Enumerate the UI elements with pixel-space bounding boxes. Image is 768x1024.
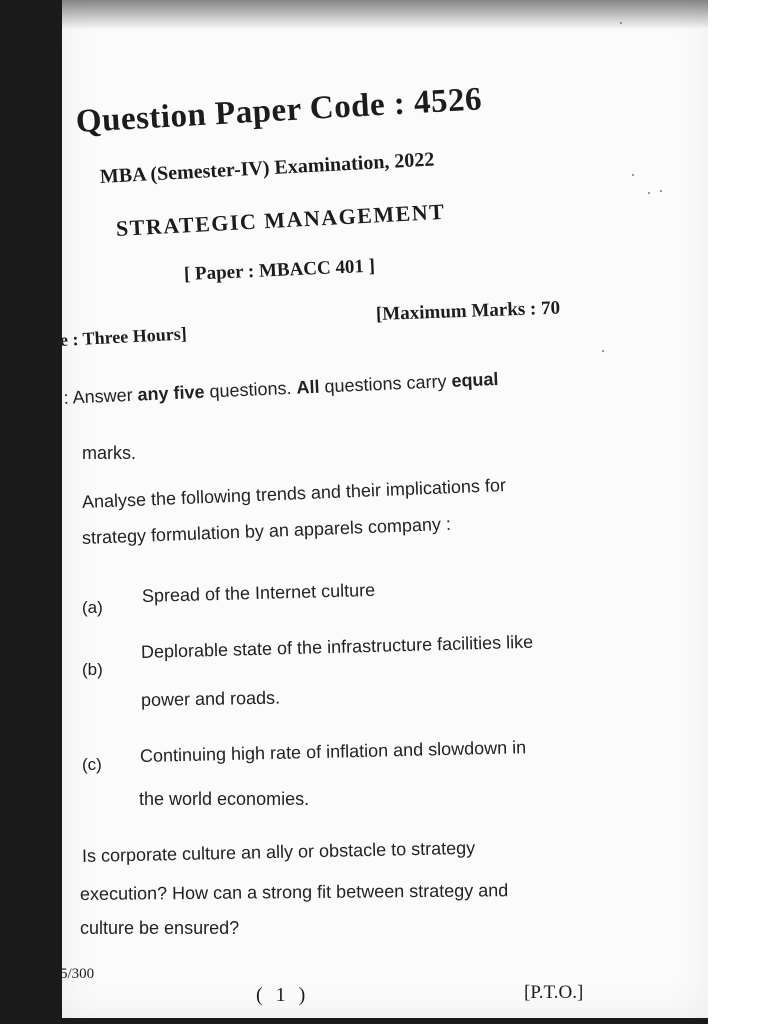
part-b-label: (b): [82, 660, 103, 679]
question-1-line-2: strategy formulation by an apparels company :: [81, 513, 452, 548]
dust-speck: [648, 192, 650, 194]
dust-speck: [660, 190, 662, 192]
question-2-line-3: culture be ensured?: [80, 918, 240, 938]
paper-code-title: Question Paper Code : 4526: [74, 81, 483, 140]
part-a-label: (a): [82, 598, 103, 617]
question-2-line-2: execution? How can a strong fit between strategy and: [79, 880, 509, 904]
background-strip: [708, 0, 768, 1024]
please-turn-over: [P.T.O.]: [524, 982, 584, 1003]
part-b-text-line-2: power and roads.: [140, 687, 281, 710]
question-2-line-1: Is corporate culture an ally or obstacle to strategy: [81, 837, 476, 866]
paper-number: [ Paper : MBACC 401 ]: [183, 255, 376, 285]
time-allowed: e : Three Hours]: [59, 323, 188, 350]
dust-speck: [620, 22, 622, 24]
instructions-line-2: marks.: [82, 443, 136, 463]
subject-title: STRATEGIC MANAGEMENT: [115, 198, 446, 241]
instructions-bold-any-five: any five: [137, 381, 205, 405]
part-c-label: (c): [82, 755, 102, 774]
question-1-line-1: Analyse the following trends and their implications for: [81, 474, 507, 512]
instructions-bold-equal: equal: [450, 368, 499, 391]
part-b-text-line-1: Deplorable state of the infrastructure facilities like: [140, 631, 534, 662]
dust-speck: [602, 350, 604, 352]
instructions-middle: questions.: [204, 377, 297, 402]
page-number: ( 1 ): [256, 984, 310, 1006]
exam-title: MBA (Semester-IV) Examination, 2022: [99, 148, 435, 188]
dust-speck: [632, 174, 634, 176]
part-a-text: Spread of the Internet culture: [141, 579, 376, 606]
part-c-text-line-1: Continuing high rate of inflation and slowdown in: [139, 737, 527, 766]
part-c-text-line-2: the world economies.: [139, 789, 310, 809]
instructions-prefix: : Answer: [59, 384, 138, 408]
page-top-shadow: [62, 0, 708, 30]
instructions-middle-2: questions carry: [319, 370, 452, 397]
maximum-marks: [Maximum Marks : 70: [375, 297, 561, 325]
instructions-bold-all: All: [296, 376, 320, 398]
footer-paper-code: 5/300: [60, 966, 95, 982]
